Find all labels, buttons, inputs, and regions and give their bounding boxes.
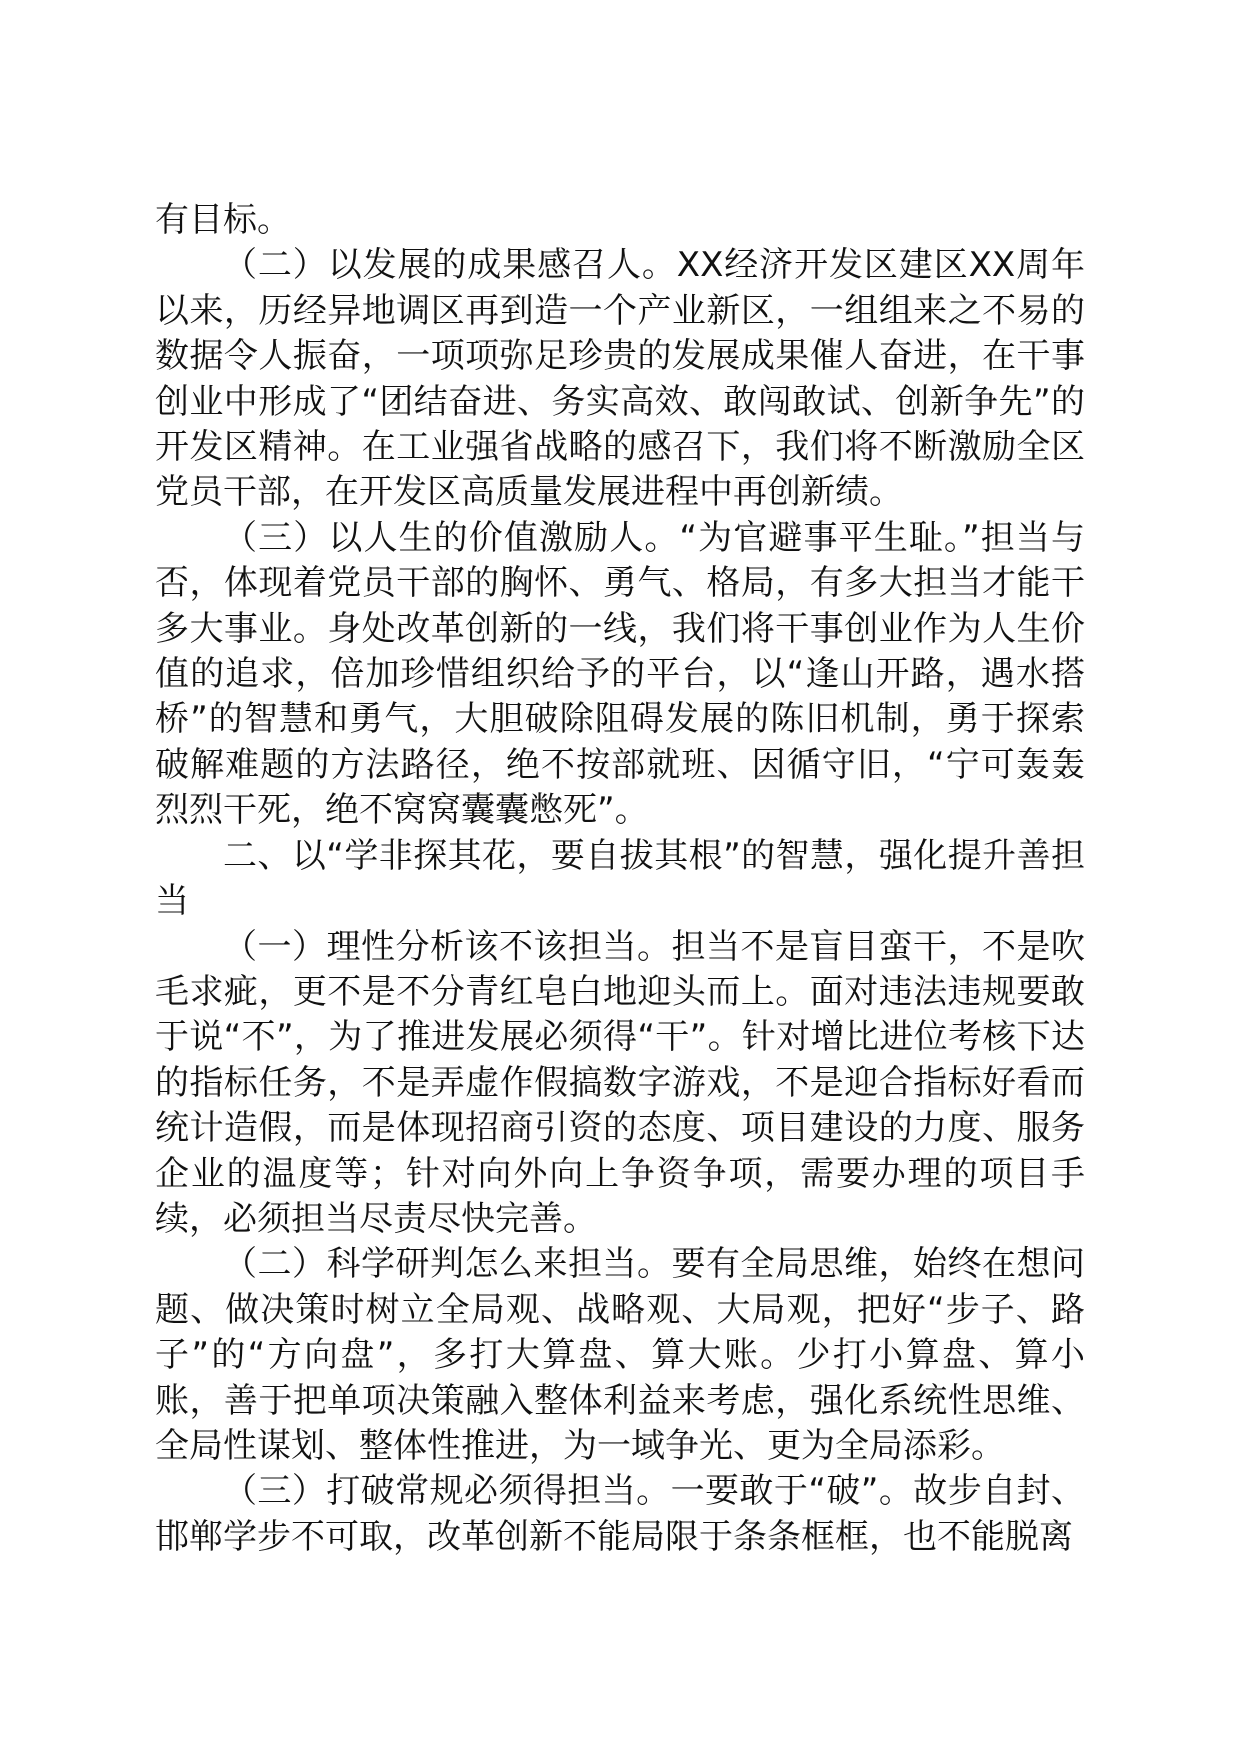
- paragraph-section-1-3: （三）以人生的价值激励人。“为官避事平生耻。”担当与否，体现着党员干部的胸怀、勇气、格局，有多大担当才能干多大事业。身处改革创新的一线，我们将干事创业作为人生价值的追求，倍加珍惜组织给予的平台，以“逢山开路，遇水搭桥”的智慧和勇气，大胆破除阻碍发展的陈旧机制，勇于探索破解难题的方法路径，绝不按部就班、因循守旧，“宁可轰轰烈烈干死，绝不窝窝囊囊憋死”。: [155, 517, 1085, 831]
- paragraph-section-2-2: （二）科学研判怎么来担当。要有全局思维，始终在想问题、做决策时树立全局观、战略观、大局观，把好“步子、路子”的“方向盘”，多打大算盘、算大账。少打小算盘、算小账，善于把单项决策融入整体利益来考虑，强化系统性思维、全局性谋划、整体性推进，为一域争光、更为全局添彩。: [155, 1244, 1085, 1466]
- heading-section-2: 二、以“学非探其花，要自拔其根”的智慧，强化提升善担当: [155, 835, 1085, 922]
- paragraph-section-2-1: （一）理性分析该不该担当。担当不是盲目蛮干，不是吹毛求疵，更不是不分青红皂白地迎头而上。面对违法违规要敢于说“不”，为了推进发展必须得“干”。针对增比进位考核下达的指标任务，不是弄虚作假搞数字游戏，不是迎合指标好看而统计造假，而是体现招商引资的态度、项目建设的力度、服务企业的温度等；针对向外向上争资争项，需要办理的项目手续，必须担当尽责尽快完善。: [155, 926, 1085, 1239]
- paragraph-section-1-2: （二）以发展的成果感召人。XX经济开发区建区XX周年以来，历经异地调区再到造一个产业新区，一组组来之不易的数据令人振奋，一项项弥足珍贵的发展成果催人奋进，在干事创业中形成了“团结奋进、务实高效、敢闯敢试、创新争先”的开发区精神。在工业强省战略的感召下，我们将不断激励全区党员干部，在开发区高质量发展进程中再创新绩。: [155, 245, 1085, 513]
- paragraph-continuation: 有目标。: [155, 200, 291, 240]
- paragraph-section-2-3: （三）打破常规必须得担当。一要敢于“破”。故步自封、邯郸学步不可取，改革创新不能局限于条条框框，也不能脱离: [155, 1471, 1085, 1557]
- document-body: [155, 198, 1085, 1560]
